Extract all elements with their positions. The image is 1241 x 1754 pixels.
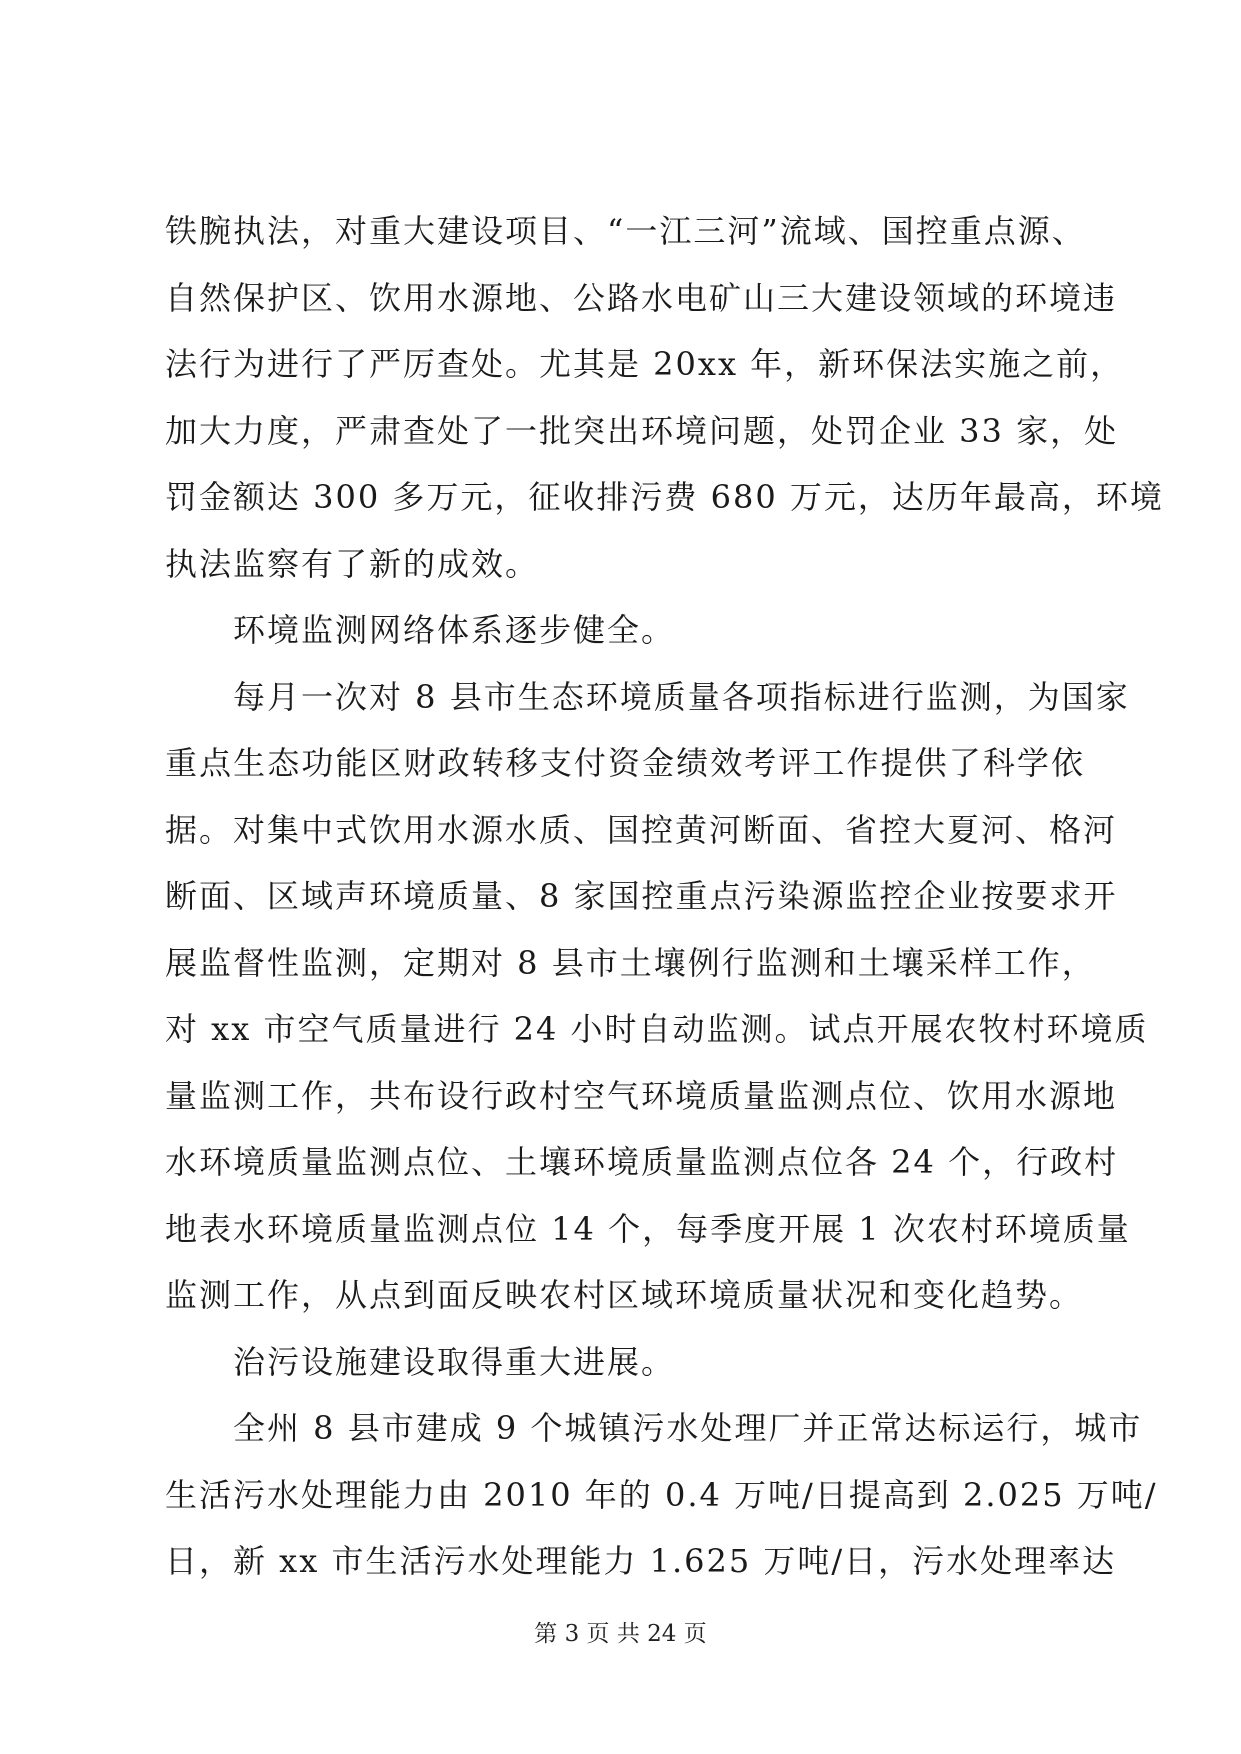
- text-line: 水环境质量监测点位、土壤环境质量监测点位各 24 个，行政村: [165, 1143, 1119, 1181]
- text-line: 地表水环境质量监测点位 14 个，每季度开展 1 次农村环境质量: [165, 1209, 1131, 1248]
- section-heading: 环境监测网络体系逐步健全。: [233, 611, 676, 649]
- text-line: 每月一次对 8 县市生态环境质量各项指标进行监测，为国家: [233, 677, 1130, 716]
- text-line: 生活污水处理能力由 2010 年的 0.4 万吨/日提高到 2.025 万吨/: [165, 1475, 1158, 1514]
- text-line: 日，新 xx 市生活污水处理能力 1.625 万吨/日，污水处理率达: [165, 1542, 1117, 1580]
- text-line: 罚金额达 300 多万元，征收排污费 680 万元，达历年最高，环境: [165, 478, 1164, 516]
- text-line: 展监督性监测，定期对 8 县市土壤例行监测和土壤采样工作，: [165, 943, 1096, 982]
- text-line: 据。对集中式饮用水源水质、国控黄河断面、省控大夏河、格河: [165, 810, 1118, 849]
- page-number-footer: 第 3 页 共 24 页: [534, 1621, 707, 1647]
- text-line: 自然保护区、饮用水源地、公路水电矿山三大建设领域的环境违: [165, 278, 1118, 317]
- section-heading: 治污设施建设取得重大进展。: [233, 1342, 676, 1381]
- text-line: 铁腕执法，对重大建设项目、“一江三河”流域、国控重点源、: [165, 212, 1086, 250]
- text-line: 量监测工作，共布设行政村空气环境质量监测点位、饮用水源地: [165, 1076, 1118, 1115]
- text-line: 断面、区域声环境质量、8 家国控重点污染源监控企业按要求开: [165, 877, 1118, 915]
- text-line: 执法监察有了新的成效。: [165, 544, 540, 583]
- text-line: 监测工作，从点到面反映农村区域环境质量状况和变化趋势。: [165, 1276, 1084, 1314]
- text-line: 重点生态功能区财政转移支付资金绩效考评工作提供了科学依: [165, 744, 1085, 782]
- text-line: 对 xx 市空气质量进行 24 小时自动监测。试点开展农牧村环境质: [165, 1010, 1149, 1048]
- text-line: 法行为进行了严厉查处。尤其是 20xx 年，新环保法实施之前，: [165, 345, 1125, 383]
- text-line: 加大力度，严肃查处了一批突出环境问题，处罚企业 33 家，处: [165, 411, 1119, 450]
- body-text: [165, 198, 1164, 1595]
- text-line: 全州 8 县市建成 9 个城镇污水处理厂并正常达标运行，城市: [233, 1409, 1143, 1447]
